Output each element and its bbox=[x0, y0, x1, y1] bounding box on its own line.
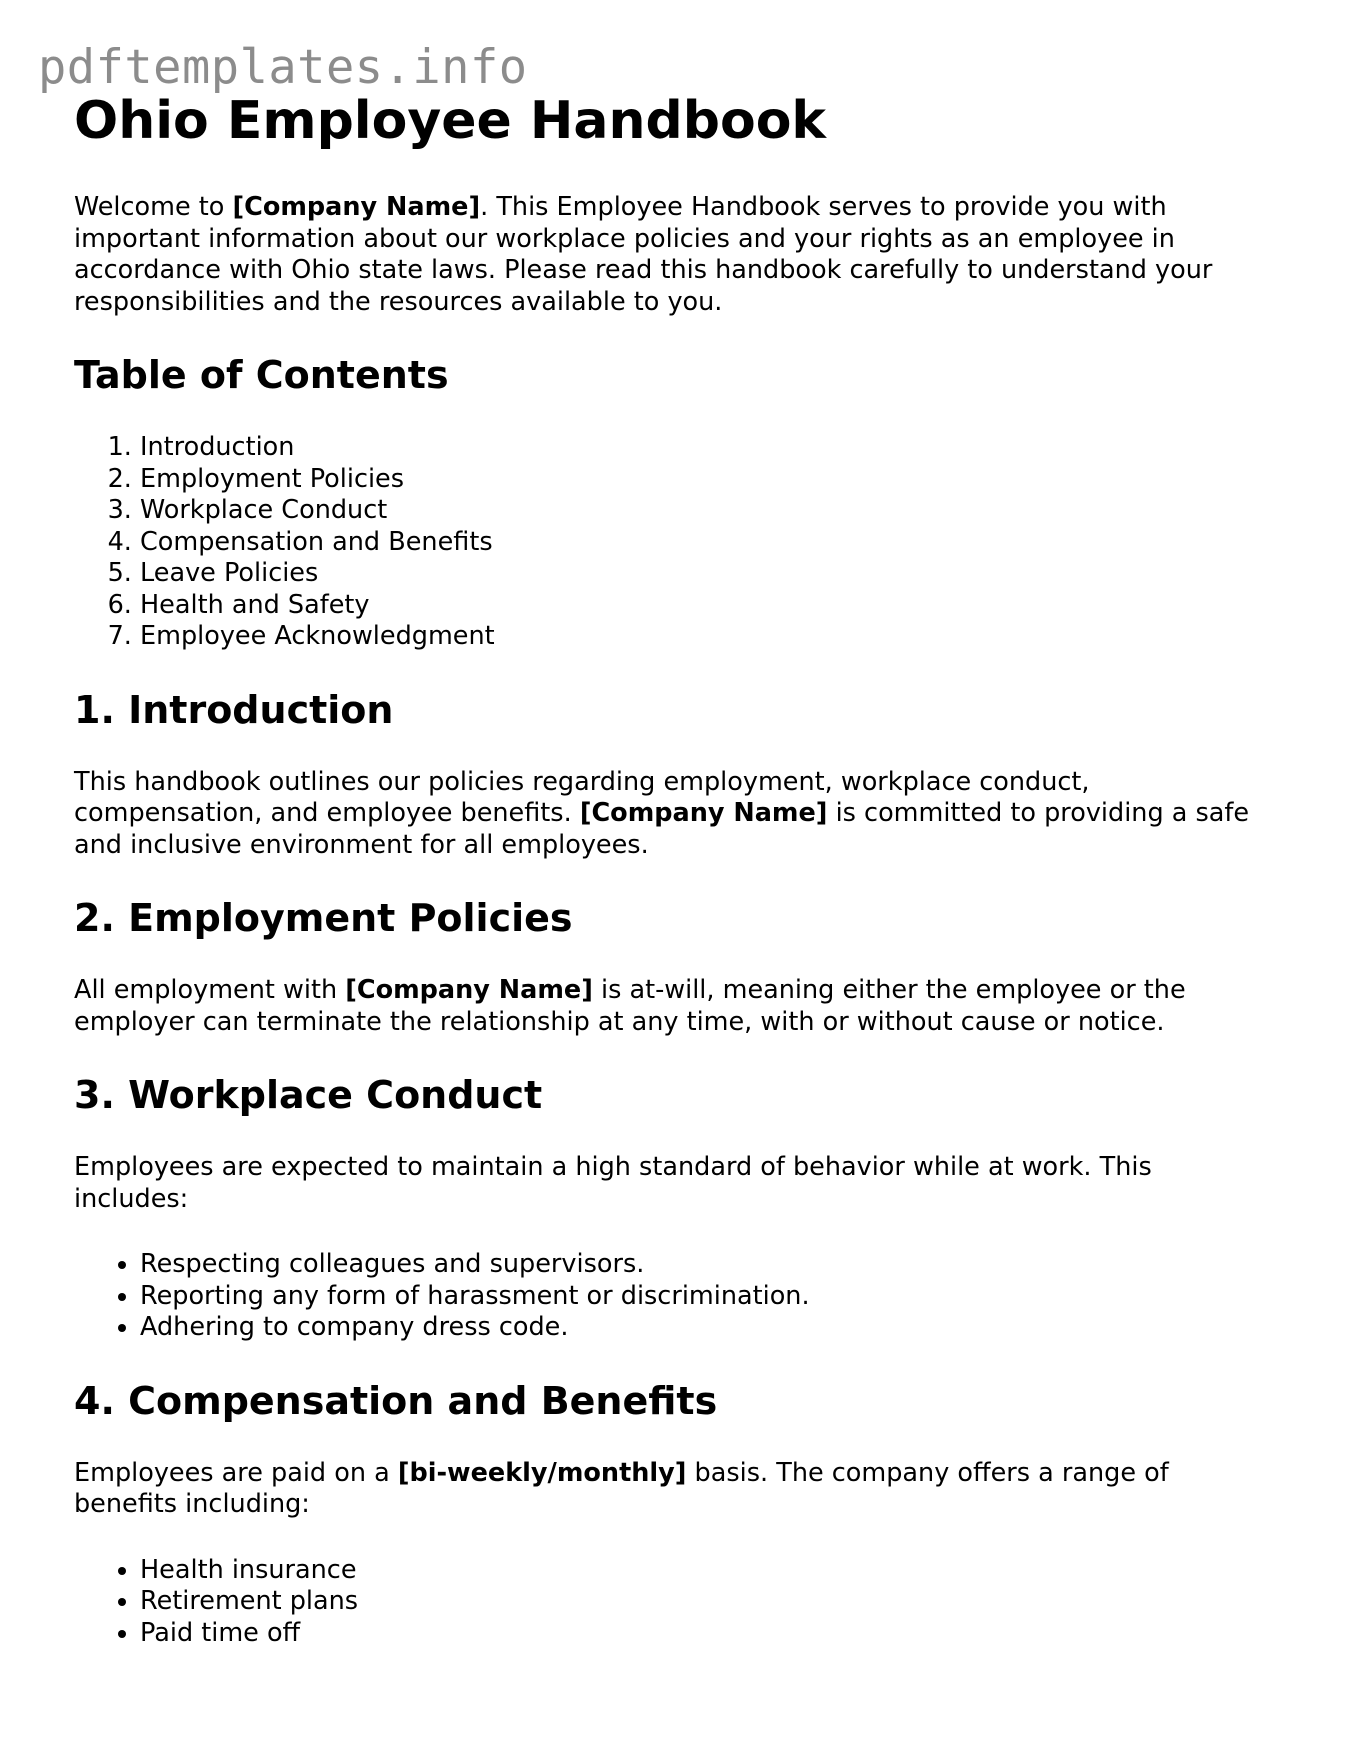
conduct-paragraph: Employees are expected to maintain a high standard of behavior while at work. This includes: bbox=[74, 1152, 1152, 1214]
welcome-paragraph bbox=[74, 192, 1274, 318]
employment-suffix: is at-will, meaning either the employee or the employer can terminate the relationship at any time, with or without cause or notice. bbox=[74, 975, 1186, 1037]
company-name-placeholder: [Company Name] bbox=[345, 975, 593, 1005]
compensation-paragraph bbox=[74, 1458, 1274, 1521]
company-name-placeholder: [Company Name] bbox=[579, 798, 828, 828]
toc-item: 7. Employee Acknowledgment bbox=[140, 621, 1274, 653]
toc-heading: Table of Contents bbox=[74, 353, 449, 397]
toc-list bbox=[74, 432, 1274, 653]
company-name-placeholder: [Company Name] bbox=[232, 192, 481, 222]
document-title: Ohio Employee Handbook bbox=[74, 91, 826, 151]
welcome-prefix: Welcome to bbox=[74, 192, 233, 222]
welcome-suffix: . This Employee Handbook serves to provide you with important information about our workplace policies and your rights as an employee in accordance with Ohio state laws. Please read this handbook carefully to understand your responsibilities and the resources available to you. bbox=[74, 192, 1213, 317]
pay-basis-placeholder: [bi-weekly/monthly] bbox=[397, 1457, 687, 1488]
list-item: • Reporting any form of harassment or discrimination. bbox=[140, 1281, 1274, 1313]
list-item: • Health insurance bbox=[140, 1555, 1274, 1587]
section-heading-compensation: 4. Compensation and Benefits bbox=[74, 1378, 718, 1423]
toc-item: 4. Compensation and Benefits bbox=[140, 527, 1274, 559]
section-heading-introduction: 1. Introduction bbox=[74, 687, 394, 732]
document-page bbox=[74, 88, 1274, 1683]
compensation-suffix: basis. The company offers a range of benefits including: bbox=[74, 1457, 1169, 1519]
section-heading-workplace-conduct: 3. Workplace Conduct bbox=[74, 1073, 543, 1117]
list-item: • Paid time off bbox=[140, 1618, 1274, 1650]
toc-item: 3. Workplace Conduct bbox=[140, 495, 1274, 527]
section-heading-employment-policies: 2. Employment Policies bbox=[74, 896, 573, 940]
conduct-list bbox=[74, 1249, 1274, 1344]
employment-prefix: All employment with bbox=[74, 975, 346, 1005]
list-item: • Retirement plans bbox=[140, 1586, 1274, 1618]
list-item: • Adhering to company dress code. bbox=[140, 1312, 1274, 1344]
list-item: • Respecting colleagues and supervisors. bbox=[140, 1249, 1274, 1281]
intro-suffix: is committed to providing a safe and inclusive environment for all employees. bbox=[74, 798, 1250, 860]
introduction-paragraph bbox=[74, 767, 1274, 862]
watermark-text: pdftemplates.info bbox=[38, 40, 528, 95]
employment-paragraph bbox=[74, 975, 1274, 1038]
toc-item: 1. Introduction bbox=[140, 432, 1274, 464]
toc-item: 2. Employment Policies bbox=[140, 464, 1274, 496]
benefits-list bbox=[74, 1555, 1274, 1650]
intro-prefix: This handbook outlines our policies regarding employment, workplace conduct, compensation, and employee benefits. bbox=[74, 766, 1090, 828]
toc-item: 6. Health and Safety bbox=[140, 590, 1274, 622]
compensation-prefix: Employees are paid on a bbox=[74, 1457, 398, 1488]
toc-item: 5. Leave Policies bbox=[140, 558, 1274, 590]
